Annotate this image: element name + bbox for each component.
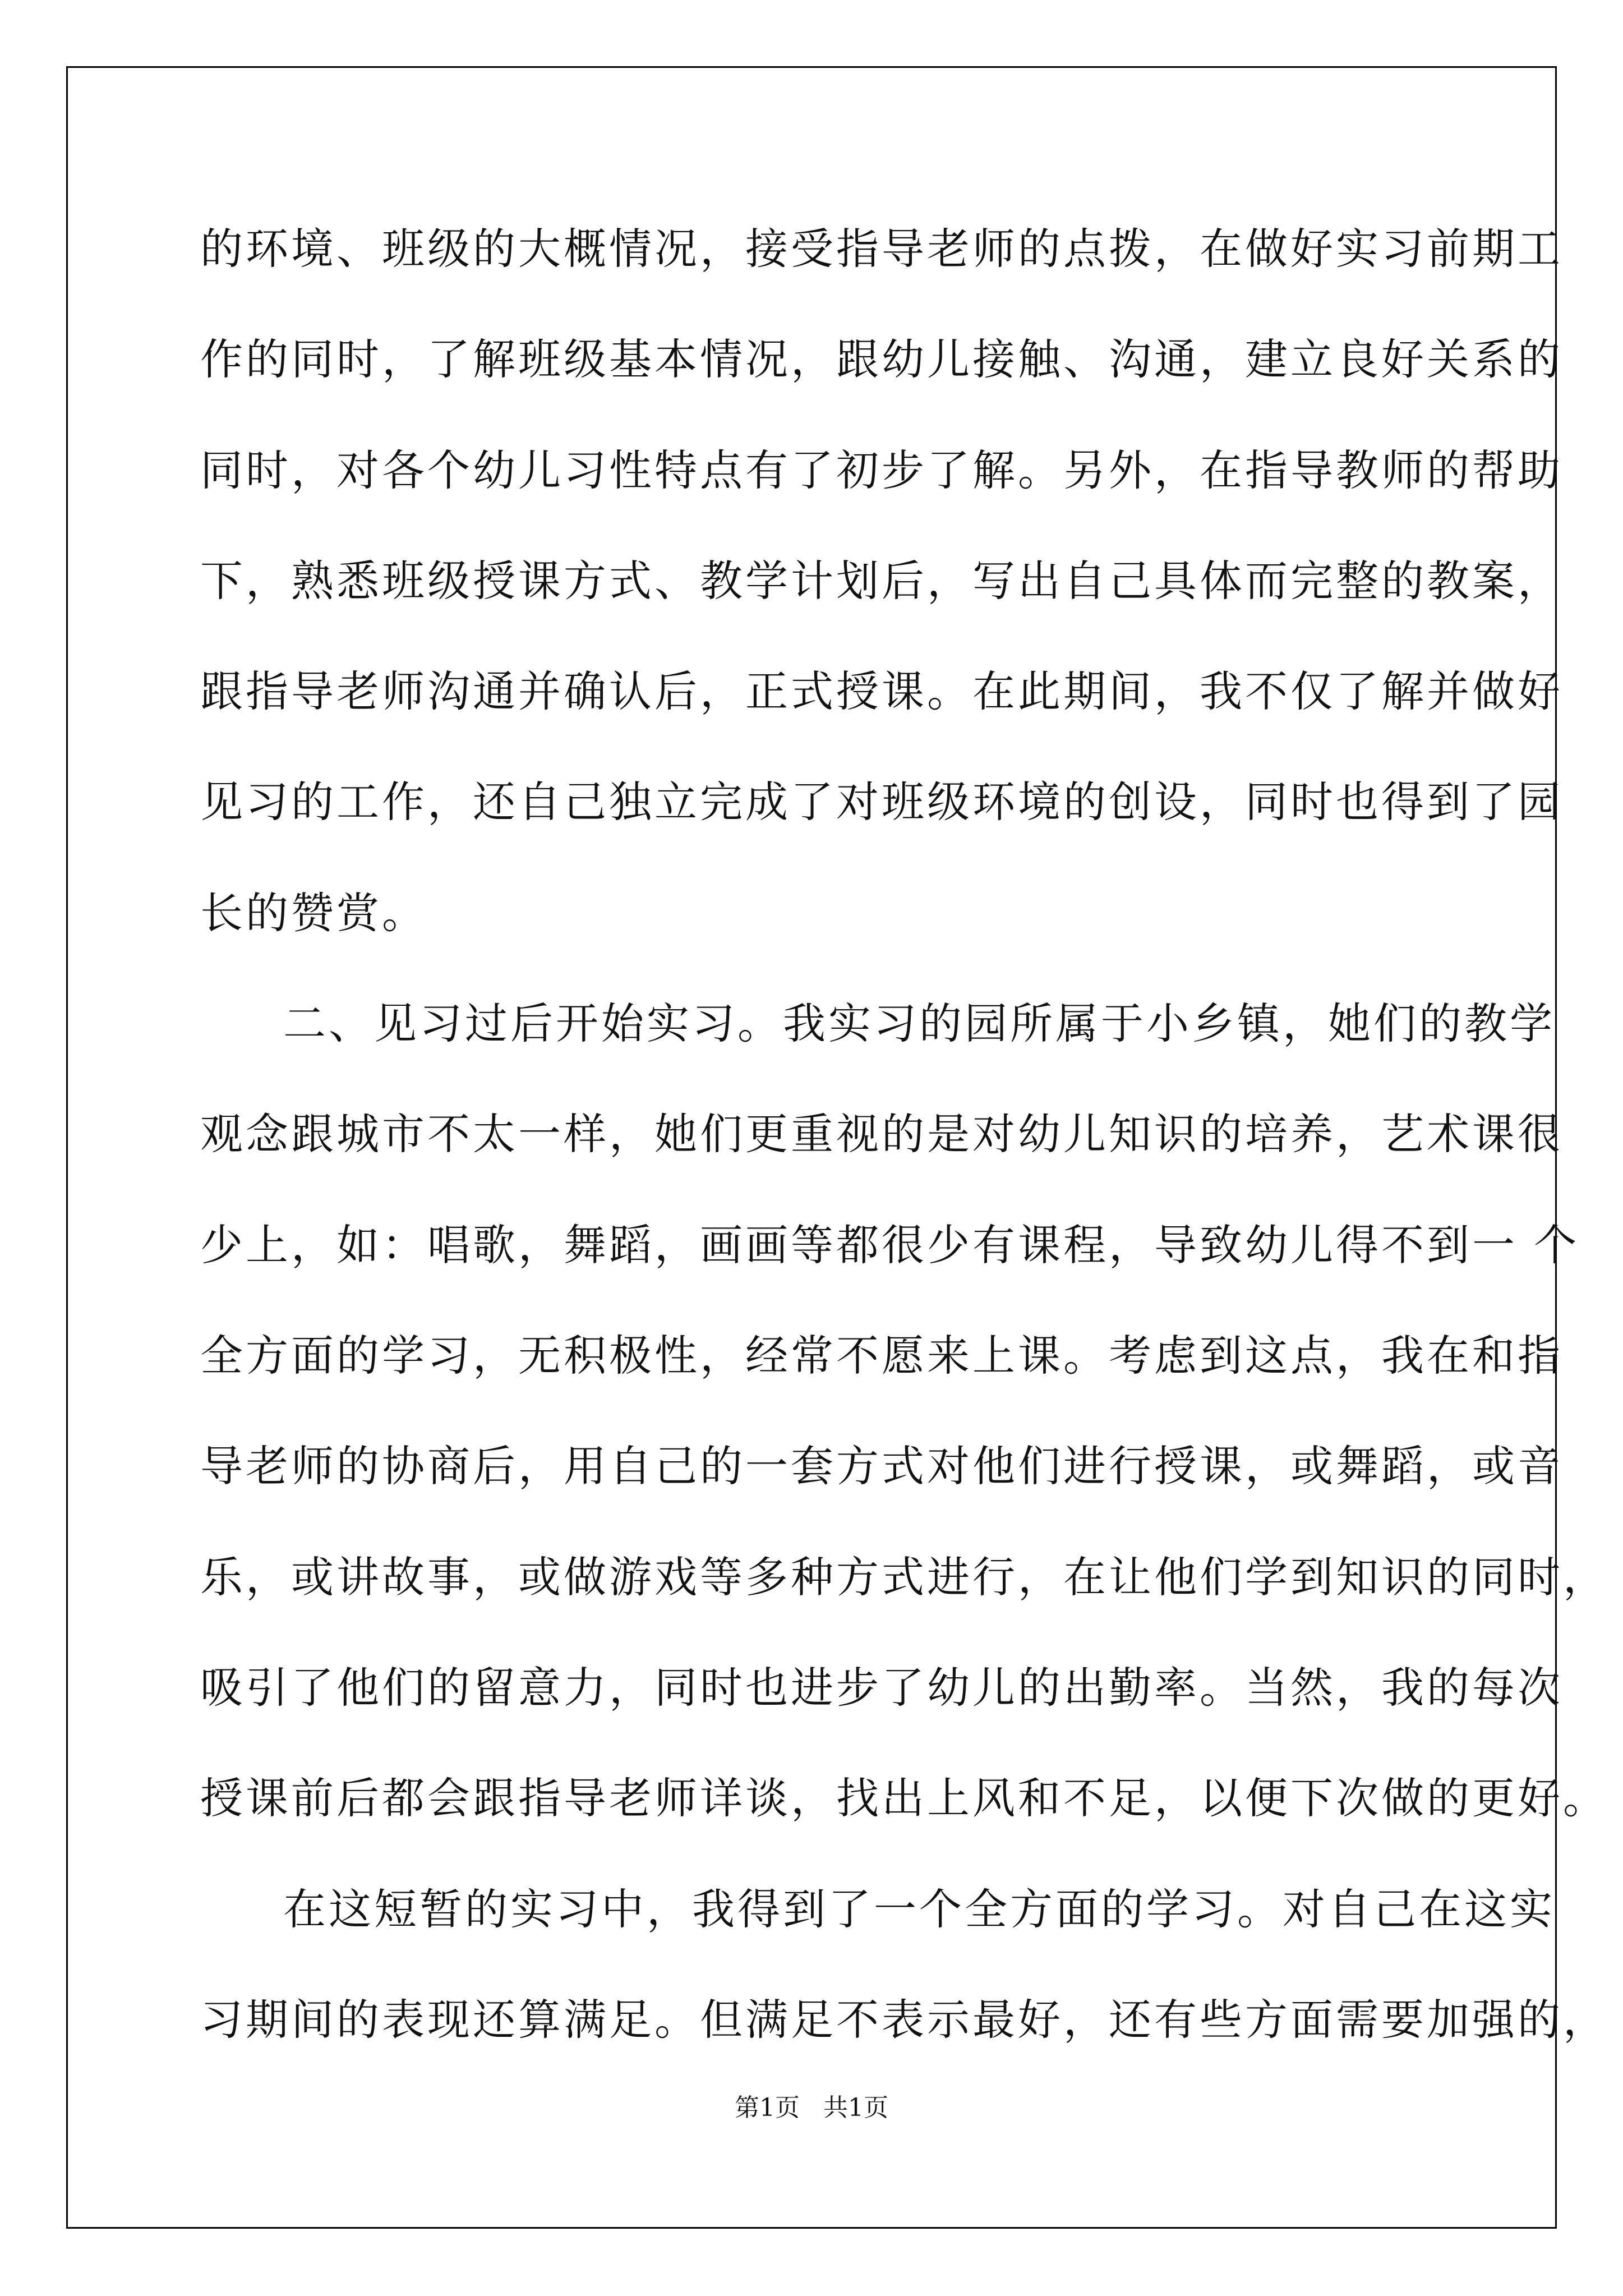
text-line: 授课前后都会跟指导老师详谈，找出上风和不足，以便下次做的更好。 <box>200 1773 1608 1823</box>
text-line: 下，熟悉班级授课方式、教学计划后，写出自己具体而完整的教案， <box>200 556 1563 606</box>
text-line: 观念跟城市不太一样，她们更重视的是对幼儿知识的培养，艺术课很 <box>200 1109 1563 1159</box>
text-line: 跟指导老师沟通并确认后，正式授课。在此期间，我不仅了解并做好 <box>200 666 1563 716</box>
paragraph-first-line: 在这短暂的实习中，我得到了一个全方面的学习。对自己在这实 <box>283 1884 1555 1934</box>
text-line: 导老师的协商后，用自己的一套方式对他们进行授课，或舞蹈，或音 <box>200 1441 1563 1491</box>
text-line: 乐，或讲故事，或做游戏等多种方式进行，在让他们学到知识的同时， <box>200 1552 1608 1602</box>
text-line: 的环境、班级的大概情况，接受指导老师的点拨，在做好实习前期工 <box>200 224 1563 274</box>
text-line: 吸引了他们的留意力，同时也进步了幼儿的出勤率。当然，我的每次 <box>200 1663 1563 1713</box>
text-line: 习期间的表现还算满足。但满足不表示最好，还有些方面需要加强的， <box>200 1995 1608 2045</box>
text-line: 见习的工作，还自己独立完成了对班级环境的创设，同时也得到了园 <box>200 777 1563 827</box>
text-line: 同时，对各个幼儿习性特点有了初步了解。另外，在指导教师的帮助 <box>200 445 1563 495</box>
text-line: 全方面的学习，无积极性，经常不愿来上课。考虑到这点，我在和指 <box>200 1331 1563 1381</box>
text-line: 作的同时，了解班级基本情况，跟幼儿接触、沟通，建立良好关系的 <box>200 334 1563 384</box>
paragraph-first-line: 二、见习过后开始实习。我实习的园所属于小乡镇，她们的教学 <box>283 999 1555 1048</box>
text-line: 长的赞赏。 <box>200 888 427 938</box>
page-number-footer: 第1页 共1页 <box>735 2093 888 2122</box>
text-line: 少上，如：唱歌，舞蹈，画画等都很少有课程，导致幼儿得不到一 个 <box>200 1220 1580 1270</box>
